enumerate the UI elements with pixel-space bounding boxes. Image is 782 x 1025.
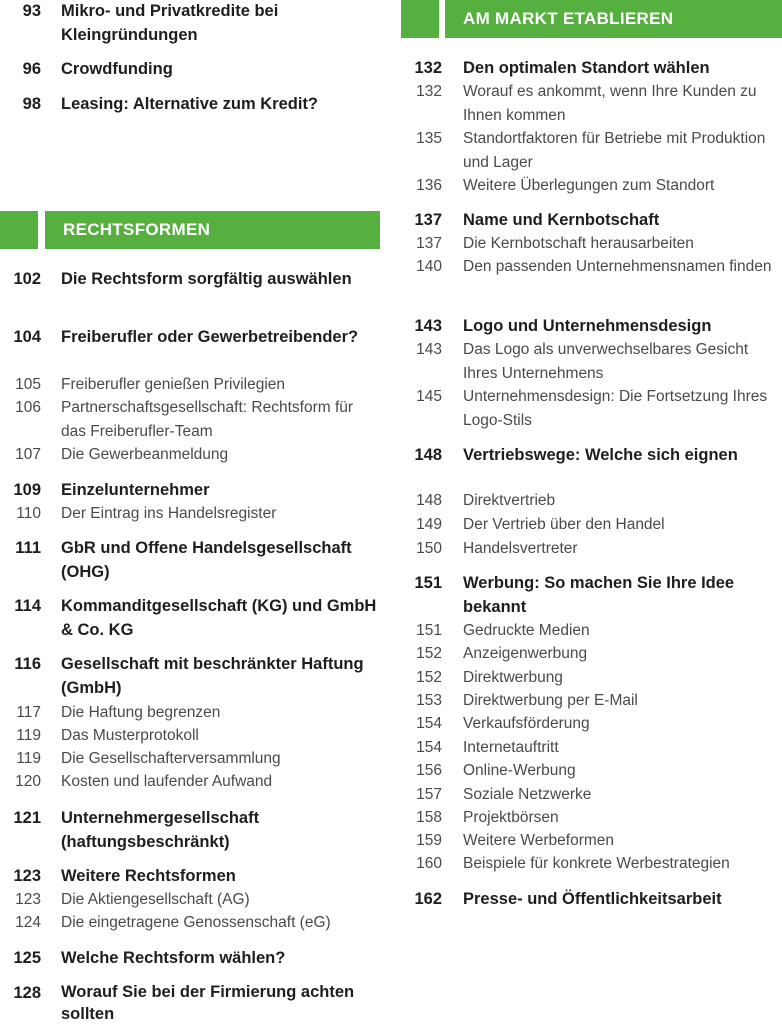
- page-number: 143: [416, 341, 442, 358]
- entry-title: Die Kernbotschaft herausarbeiten: [463, 235, 694, 252]
- page-number: 125: [13, 949, 41, 967]
- entry-title: Worauf es ankommt, wenn Ihre Kunden zu Ihnen kommen: [463, 83, 757, 124]
- page-number: 140: [416, 258, 442, 275]
- page-number: 160: [416, 855, 442, 872]
- entry-title: Das Logo als unverwechselbares Gesicht Ihres Unternehmens: [463, 341, 749, 382]
- entry-title: Gedruckte Medien: [463, 622, 590, 639]
- toc-subentry[interactable]: [401, 232, 782, 255]
- page-number: 120: [15, 773, 41, 790]
- page-number: 105: [15, 376, 41, 393]
- page-number: 158: [416, 809, 442, 826]
- page-number: 135: [416, 130, 442, 147]
- toc-subentry[interactable]: [0, 888, 380, 911]
- entry-title: Der Vertrieb über den Handel: [463, 516, 665, 533]
- entry-title: Die Gewerbeanmeldung: [61, 446, 229, 463]
- toc-subentry[interactable]: [401, 537, 782, 560]
- toc-entry[interactable]: [0, 92, 380, 116]
- entry-title: Freiberufler oder Gewerbetreibender?: [61, 328, 359, 346]
- page-number: 119: [16, 727, 41, 744]
- section-banner: [401, 0, 782, 38]
- page-number: 156: [416, 762, 442, 779]
- page-number: 123: [13, 867, 41, 885]
- entry-title: Direktvertrieb: [463, 492, 556, 509]
- section-title: AM MARKT ETABLIEREN: [445, 0, 782, 38]
- toc-entry[interactable]: [0, 864, 380, 888]
- page-number: 107: [15, 446, 41, 463]
- page-number: 121: [13, 809, 41, 827]
- entry-title: Den passenden Unternehmensnamen finden: [463, 258, 772, 275]
- page-number: 151: [414, 574, 442, 592]
- page-number: 154: [416, 739, 442, 756]
- toc-subentry[interactable]: [401, 783, 782, 806]
- page-number: 124: [15, 914, 41, 931]
- entry-title: Werbung: So machen Sie Ihre Idee bekannt: [463, 574, 735, 616]
- page-number: 132: [414, 59, 442, 77]
- page-number: 111: [15, 539, 41, 557]
- entry-title: Name und Kernbotschaft: [463, 211, 660, 229]
- toc-entry[interactable]: [0, 594, 380, 642]
- page-number: 106: [15, 399, 41, 416]
- entry-title: Weitere Werbeformen: [463, 832, 615, 849]
- entry-title: Online-Werbung: [463, 762, 576, 779]
- entry-title: Projektbörsen: [463, 809, 559, 826]
- toc-subentry[interactable]: [401, 852, 782, 875]
- toc-entry[interactable]: [0, 325, 380, 373]
- page-number: 154: [416, 715, 442, 732]
- toc-subentry[interactable]: [401, 127, 782, 174]
- toc-subentry[interactable]: [401, 255, 782, 302]
- page-number: 110: [16, 505, 41, 522]
- entry-title: Worauf Sie bei der Firmierung achten sollten: [61, 983, 355, 1023]
- entry-title: Beispiele für konkrete Werbestrategien: [463, 855, 730, 872]
- entry-title: Mikro- und Privatkredite bei Kleingründungen: [61, 2, 279, 44]
- entry-title: Freiberufler genießen Privilegien: [61, 376, 286, 393]
- toc-subentry[interactable]: [401, 513, 782, 536]
- page-number: 114: [14, 597, 41, 615]
- toc-subentry[interactable]: [0, 443, 380, 466]
- entry-title: Standortfaktoren für Betriebe mit Produktion und Lager: [463, 130, 766, 171]
- toc-subentry[interactable]: [0, 724, 380, 747]
- entry-title: Crowdfunding: [61, 60, 173, 78]
- page-number: 128: [13, 984, 41, 1002]
- toc-subentry[interactable]: [401, 736, 782, 759]
- page-number: 145: [416, 388, 442, 405]
- entry-title: Leasing: Alternative zum Kredit?: [61, 95, 319, 113]
- page-number: 137: [416, 235, 442, 252]
- entry-title: Einzelunternehmer: [61, 481, 210, 499]
- toc-entry[interactable]: [0, 0, 380, 47]
- page-number: 151: [416, 622, 442, 639]
- toc-entry[interactable]: [0, 806, 380, 854]
- entry-title: Internetauftritt: [463, 739, 559, 756]
- entry-title: Handelsvertreter: [463, 540, 578, 557]
- entry-title: Welche Rechtsform wählen?: [61, 949, 286, 967]
- toc-entry[interactable]: [0, 946, 380, 970]
- toc-subentry[interactable]: [401, 385, 782, 432]
- page-number: 143: [414, 317, 442, 335]
- entry-title: Unternehmergesellschaft (haftungsbeschränkt): [61, 809, 260, 851]
- entry-title: Kosten und laufender Aufwand: [61, 773, 273, 790]
- page-number: 148: [416, 492, 442, 509]
- entry-title: Direktwerbung per E-Mail: [463, 692, 638, 709]
- section-banner: [0, 211, 380, 249]
- toc-entry[interactable]: [0, 267, 380, 315]
- toc-entry[interactable]: [401, 56, 782, 80]
- toc-subentry[interactable]: [0, 911, 380, 934]
- toc-entry[interactable]: [401, 314, 782, 338]
- entry-title: Die eingetragene Genossenschaft (eG): [61, 914, 331, 931]
- entry-title: Die Haftung begrenzen: [61, 704, 221, 721]
- toc-entry[interactable]: [401, 208, 782, 232]
- toc-entry[interactable]: [401, 887, 782, 911]
- entry-title: Soziale Netzwerke: [463, 786, 592, 803]
- page-number: 137: [414, 211, 442, 229]
- toc-subentry[interactable]: [0, 701, 380, 724]
- page-number: 136: [416, 177, 442, 194]
- page-number: 162: [414, 890, 442, 908]
- toc-entry[interactable]: [401, 571, 782, 619]
- entry-title: Kommanditgesellschaft (KG) und GmbH & Co. KG: [61, 597, 377, 639]
- toc-entry[interactable]: [0, 57, 380, 81]
- entry-title: Anzeigenwerbung: [463, 645, 588, 662]
- entry-title: Die Rechtsform sorgfältig auswählen: [61, 270, 352, 288]
- toc-entry[interactable]: [0, 652, 380, 700]
- toc-subentry[interactable]: [401, 689, 782, 712]
- toc-entry[interactable]: [0, 981, 380, 1024]
- page-number: 104: [13, 328, 41, 346]
- entry-title: GbR und Offene Handelsgesellschaft (OHG): [61, 539, 352, 581]
- page-number: 150: [416, 540, 442, 557]
- page-number: 149: [416, 516, 442, 533]
- toc-subentry[interactable]: [401, 666, 782, 689]
- toc-entry[interactable]: [401, 443, 782, 491]
- entry-title: Verkaufsförderung: [463, 715, 590, 732]
- toc-subentry[interactable]: [401, 174, 782, 197]
- entry-title: Die Gesellschafterversammlung: [61, 750, 281, 767]
- page-number: 119: [16, 750, 41, 767]
- entry-title: Weitere Überlegungen zum Standort: [463, 177, 715, 194]
- entry-title: Weitere Rechtsformen: [61, 867, 236, 885]
- page-number: 159: [416, 832, 442, 849]
- toc-subentry[interactable]: [401, 619, 782, 642]
- page-number: 132: [416, 83, 442, 100]
- entry-title: Logo und Unternehmensdesign: [463, 317, 712, 335]
- entry-title: Presse- und Öffentlichkeitsarbeit: [463, 890, 722, 908]
- entry-title: Partnerschaftsgesellschaft: Rechtsform für das Freiberufler-Team: [61, 399, 354, 440]
- page-number: 93: [22, 2, 41, 20]
- toc-subentry[interactable]: [401, 489, 782, 512]
- entry-title: Gesellschaft mit beschränkter Haftung (GmbH): [61, 655, 364, 697]
- page-number: 157: [416, 786, 442, 803]
- page-number: 96: [22, 60, 41, 78]
- entry-title: Vertriebswege: Welche sich eignen: [463, 446, 738, 464]
- entry-title: Direktwerbung: [463, 669, 563, 686]
- banner-stub: [401, 0, 439, 38]
- page-number: 152: [416, 669, 442, 686]
- toc-subentry[interactable]: [0, 747, 380, 770]
- toc-subentry[interactable]: [0, 502, 380, 525]
- page-number: 109: [13, 481, 41, 499]
- toc-entry[interactable]: [0, 478, 380, 502]
- section-title: RECHTSFORMEN: [45, 211, 380, 249]
- toc-subentry[interactable]: [401, 806, 782, 829]
- entry-title: Der Eintrag ins Handelsregister: [61, 505, 277, 522]
- toc-subentry[interactable]: [401, 829, 782, 852]
- page-number: 116: [14, 655, 41, 673]
- entry-title: Unternehmensdesign: Die Fortsetzung Ihres Logo-Stils: [463, 388, 768, 429]
- page-number: 123: [15, 891, 41, 908]
- toc-subentry[interactable]: [0, 373, 380, 396]
- page-number: 117: [16, 704, 41, 721]
- page-number: 152: [416, 645, 442, 662]
- page-number: 98: [22, 95, 41, 113]
- entry-title: Das Musterprotokoll: [61, 727, 199, 744]
- toc-subentry[interactable]: [401, 80, 782, 127]
- toc-subentry[interactable]: [401, 642, 782, 665]
- toc-subentry[interactable]: [401, 712, 782, 735]
- page-number: 148: [414, 446, 442, 464]
- page-number: 153: [416, 692, 442, 709]
- entry-title: Den optimalen Standort wählen: [463, 59, 710, 77]
- toc-subentry[interactable]: [0, 770, 380, 793]
- entry-title: Die Aktiengesellschaft (AG): [61, 891, 250, 908]
- toc-subentry[interactable]: [0, 396, 380, 443]
- toc-entry[interactable]: [0, 536, 380, 584]
- toc-subentry[interactable]: [401, 338, 782, 385]
- page-number: 102: [13, 270, 41, 288]
- toc-subentry[interactable]: [401, 759, 782, 782]
- banner-stub: [0, 211, 38, 249]
